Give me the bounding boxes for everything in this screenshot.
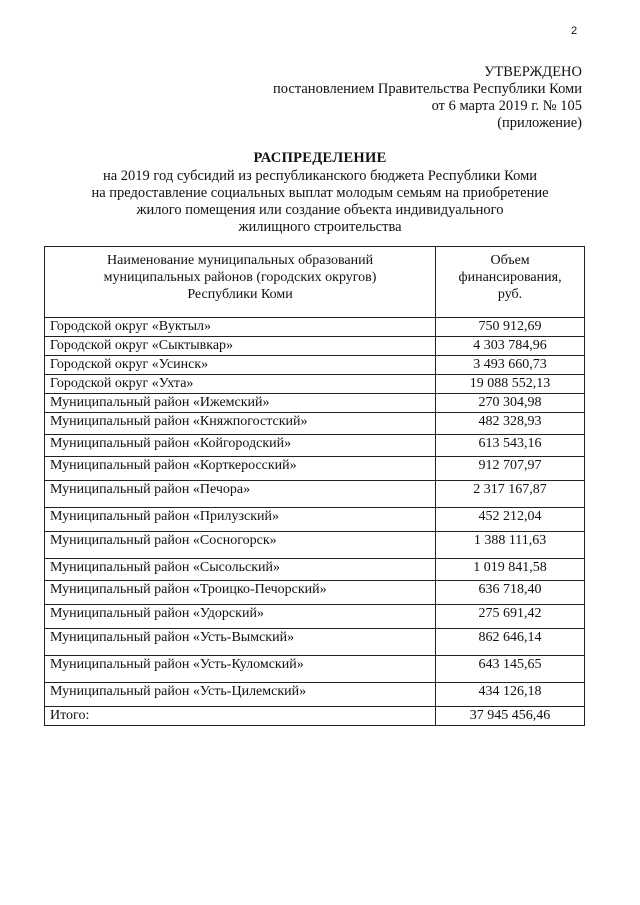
approval-stamp bbox=[273, 64, 582, 132]
subtitle-line: жилищного строительства bbox=[238, 219, 402, 235]
table-row bbox=[45, 508, 585, 532]
table-row bbox=[45, 318, 585, 337]
row-amount: 482 328,93 bbox=[436, 413, 585, 435]
approval-appendix: (приложение) bbox=[497, 115, 582, 131]
document-subtitle bbox=[70, 168, 570, 236]
row-name: Муниципальный район «Сысольский» bbox=[45, 559, 436, 581]
row-name: Муниципальный район «Усть-Вымский» bbox=[45, 629, 436, 656]
distribution-table bbox=[44, 246, 585, 726]
row-name: Муниципальный район «Усть-Цилемский» bbox=[45, 683, 436, 707]
row-name: Городской округ «Вуктыл» bbox=[45, 318, 436, 337]
total-amount: 37 945 456,46 bbox=[436, 707, 585, 726]
table-row bbox=[45, 413, 585, 435]
row-name: Городской округ «Сыктывкар» bbox=[45, 337, 436, 356]
row-amount: 19 088 552,13 bbox=[436, 375, 585, 394]
approval-decree: постановлением Правительства Республики Коми bbox=[273, 81, 582, 97]
row-amount: 912 707,97 bbox=[436, 457, 585, 481]
row-amount: 434 126,18 bbox=[436, 683, 585, 707]
document-title: РАСПРЕДЕЛЕНИЕ bbox=[253, 150, 387, 166]
table-row bbox=[45, 656, 585, 683]
header-amount: Объем финансирования, руб. bbox=[436, 247, 585, 318]
subtitle-line: на предоставление социальных выплат молодым семьям на приобретение bbox=[91, 185, 549, 201]
table-row bbox=[45, 532, 585, 559]
subtitle-line: жилого помещения или создание объекта индивидуального bbox=[136, 202, 504, 218]
table-row bbox=[45, 356, 585, 375]
row-amount: 643 145,65 bbox=[436, 656, 585, 683]
table-row bbox=[45, 481, 585, 508]
row-name: Городской округ «Ухта» bbox=[45, 375, 436, 394]
table-row bbox=[45, 683, 585, 707]
row-amount: 270 304,98 bbox=[436, 394, 585, 413]
row-name: Муниципальный район «Сосногорск» bbox=[45, 532, 436, 559]
row-name: Муниципальный район «Усть-Куломский» bbox=[45, 656, 436, 683]
table-header-row bbox=[45, 247, 585, 318]
row-amount: 452 212,04 bbox=[436, 508, 585, 532]
table-row bbox=[45, 394, 585, 413]
table-row bbox=[45, 435, 585, 457]
approval-label: УТВЕРЖДЕНО bbox=[484, 64, 582, 80]
table-row bbox=[45, 457, 585, 481]
table-row bbox=[45, 375, 585, 394]
row-name: Муниципальный район «Княжпогостский» bbox=[45, 413, 436, 435]
table-row bbox=[45, 337, 585, 356]
subtitle-line: на 2019 год субсидий из республиканского бюджета Республики Коми bbox=[102, 168, 538, 184]
total-row bbox=[45, 707, 585, 726]
row-amount: 275 691,42 bbox=[436, 605, 585, 629]
row-amount: 750 912,69 bbox=[436, 318, 585, 337]
row-amount: 1 019 841,58 bbox=[436, 559, 585, 581]
row-name: Городской округ «Усинск» bbox=[45, 356, 436, 375]
total-label: Итого: bbox=[45, 707, 436, 726]
row-amount: 613 543,16 bbox=[436, 435, 585, 457]
table-row bbox=[45, 559, 585, 581]
approval-date: от 6 марта 2019 г. № 105 bbox=[431, 98, 582, 114]
header-municipality: Наименование муниципальных образований муниципальных районов (городских округов) Республики Коми bbox=[45, 247, 436, 318]
table-row bbox=[45, 629, 585, 656]
row-name: Муниципальный район «Корткеросский» bbox=[45, 457, 436, 481]
row-amount: 3 493 660,73 bbox=[436, 356, 585, 375]
row-amount: 2 317 167,87 bbox=[436, 481, 585, 508]
row-name: Муниципальный район «Прилузский» bbox=[45, 508, 436, 532]
table-row bbox=[45, 581, 585, 605]
row-amount: 636 718,40 bbox=[436, 581, 585, 605]
row-name: Муниципальный район «Койгородский» bbox=[45, 435, 436, 457]
row-amount: 4 303 784,96 bbox=[436, 337, 585, 356]
row-name: Муниципальный район «Удорский» bbox=[45, 605, 436, 629]
table-row bbox=[45, 605, 585, 629]
row-amount: 862 646,14 bbox=[436, 629, 585, 656]
row-name: Муниципальный район «Троицко-Печорский» bbox=[45, 581, 436, 605]
row-name: Муниципальный район «Ижемский» bbox=[45, 394, 436, 413]
row-amount: 1 388 111,63 bbox=[436, 532, 585, 559]
page-number: 2 bbox=[571, 25, 578, 37]
row-name: Муниципальный район «Печора» bbox=[45, 481, 436, 508]
